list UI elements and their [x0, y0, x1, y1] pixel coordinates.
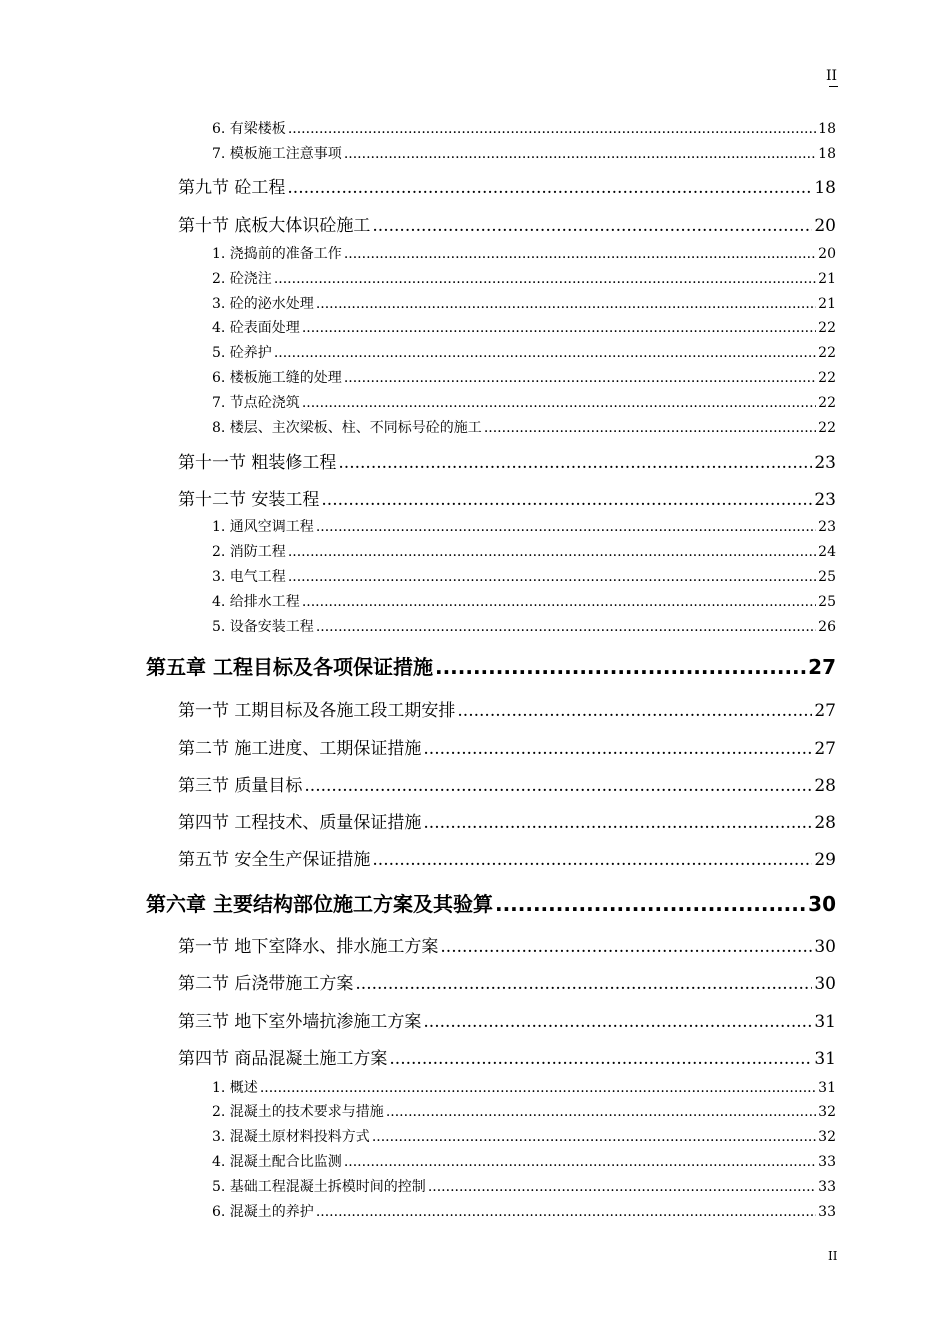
toc-leader-dots: [389, 1049, 812, 1069]
toc-leader-dots: [321, 490, 812, 510]
toc-entry-title: 第六章 主要结构部位施工方案及其验算: [146, 892, 493, 916]
toc-entry[interactable]: [212, 1101, 836, 1121]
toc-leader-dots: [302, 320, 816, 336]
toc-entry-page: 30: [814, 937, 836, 957]
toc-entry[interactable]: [212, 143, 836, 163]
toc-entry-page: 26: [818, 619, 836, 635]
toc-entry-page: 21: [818, 271, 836, 287]
toc-entry-page: 25: [818, 569, 836, 585]
toc-leader-dots: [386, 1104, 816, 1120]
toc-leader-dots: [372, 1129, 816, 1145]
toc-entry[interactable]: [212, 1151, 836, 1171]
toc-leader-dots: [484, 420, 816, 436]
toc-entry-title: 7. 节点砼浇筑: [212, 395, 300, 411]
toc-entry-title: 1. 通风空调工程: [212, 519, 314, 535]
toc-entry-page: 22: [818, 320, 836, 336]
toc-entry-page: 20: [818, 246, 836, 262]
toc-entry-page: 30: [814, 974, 836, 994]
toc-leader-dots: [372, 850, 812, 870]
toc-entry[interactable]: [212, 591, 836, 611]
toc-entry-title: 4. 给排水工程: [212, 594, 300, 610]
toc-leader-dots: [344, 1154, 816, 1170]
toc-leader-dots: [440, 937, 812, 957]
toc-entry[interactable]: [212, 516, 836, 536]
toc-entry-title: 5. 砼养护: [212, 345, 272, 361]
toc-entry[interactable]: [212, 417, 836, 437]
toc-leader-dots: [355, 974, 812, 994]
toc-entry-title: 5. 基础工程混凝土拆模时间的控制: [212, 1179, 426, 1195]
toc-leader-dots: [287, 178, 812, 198]
toc-leader-dots: [423, 739, 812, 759]
toc-entry-title: 第十一节 粗装修工程: [178, 453, 337, 473]
toc-leader-dots: [316, 519, 816, 535]
toc-entry-page: 28: [814, 813, 836, 833]
toc-entry-page: 25: [818, 594, 836, 610]
toc-entry[interactable]: [178, 1044, 836, 1069]
toc-entry-title: 3. 混凝土原材料投料方式: [212, 1129, 370, 1145]
toc-entry-page: 32: [818, 1104, 836, 1120]
toc-entry-page: 23: [818, 519, 836, 535]
toc-entry-page: 32: [818, 1129, 836, 1145]
toc-entry[interactable]: [178, 211, 836, 236]
header-page-label: II: [826, 68, 838, 84]
toc-entry-page: 22: [818, 420, 836, 436]
toc-leader-dots: [316, 296, 816, 312]
toc-entry[interactable]: [146, 651, 836, 680]
toc-entry-page: 23: [814, 490, 836, 510]
toc-entry[interactable]: [178, 485, 836, 510]
toc-entry-page: 21: [818, 296, 836, 312]
toc-entry-page: 18: [818, 121, 836, 137]
toc-leader-dots: [288, 544, 816, 560]
toc-entry-title: 1. 浇捣前的准备工作: [212, 246, 342, 262]
toc-entry-title: 3. 砼的泌水处理: [212, 296, 314, 312]
toc-entry-page: 27: [808, 655, 836, 679]
toc-entry[interactable]: [212, 268, 836, 288]
toc-entry-page: 18: [814, 178, 836, 198]
toc-entry-title: 第三节 地下室外墙抗渗施工方案: [178, 1012, 422, 1032]
toc-entry-page: 31: [814, 1049, 836, 1069]
toc-entry[interactable]: [212, 616, 836, 636]
toc-entry-title: 4. 混凝土配合比监测: [212, 1154, 342, 1170]
toc-entry[interactable]: [146, 888, 836, 917]
toc-entry[interactable]: [178, 448, 836, 473]
toc-entry-title: 2. 混凝土的技术要求与措施: [212, 1104, 384, 1120]
toc-entry-title: 第五章 工程目标及各项保证措施: [146, 655, 433, 679]
toc-entry-page: 27: [814, 739, 836, 759]
toc-leader-dots: [302, 594, 816, 610]
toc-entry-title: 8. 楼层、主次梁板、柱、不同标号砼的施工: [212, 420, 482, 436]
toc-entry[interactable]: [212, 243, 836, 263]
toc-entry[interactable]: [212, 342, 836, 362]
toc-leader-dots: [435, 655, 806, 679]
toc-entry-title: 第一节 地下室降水、排水施工方案: [178, 937, 439, 957]
toc-entry-page: 30: [808, 892, 836, 916]
toc-leader-dots: [316, 1204, 816, 1220]
toc-entry[interactable]: [178, 969, 836, 994]
toc-leader-dots: [495, 892, 806, 916]
toc-leader-dots: [304, 776, 812, 796]
toc-leader-dots: [428, 1179, 816, 1195]
toc-entry-page: 31: [818, 1080, 836, 1096]
toc-entry[interactable]: [178, 734, 836, 759]
toc-leader-dots: [288, 569, 816, 585]
toc-leader-dots: [344, 246, 816, 262]
toc-entry-title: 5. 设备安装工程: [212, 619, 314, 635]
toc-entry[interactable]: [212, 566, 836, 586]
toc-entry-title: 第四节 工程技术、质量保证措施: [178, 813, 422, 833]
toc-entry[interactable]: [212, 1077, 836, 1097]
toc-entry-title: 第五节 安全生产保证措施: [178, 850, 371, 870]
toc-leader-dots: [338, 453, 812, 473]
toc-entry[interactable]: [212, 392, 836, 412]
toc-entry[interactable]: [212, 1176, 836, 1196]
toc-entry-title: 6. 混凝土的养护: [212, 1204, 314, 1220]
toc-entry[interactable]: [212, 1201, 836, 1221]
toc-entry[interactable]: [212, 1126, 836, 1146]
toc-entry-title: 2. 砼浇注: [212, 271, 272, 287]
toc-entry[interactable]: [178, 1007, 836, 1032]
toc-entry-title: 第二节 后浇带施工方案: [178, 974, 354, 994]
toc-leader-dots: [344, 146, 816, 162]
toc-leader-dots: [302, 395, 816, 411]
toc-entry-title: 1. 概述: [212, 1080, 258, 1096]
toc-entry-page: 24: [818, 544, 836, 560]
toc-entry-title: 第十节 底板大体识砼施工: [178, 216, 371, 236]
toc-entry-title: 6. 有梁楼板: [212, 121, 286, 137]
toc-entry-page: 22: [818, 395, 836, 411]
toc-entry-page: 22: [818, 370, 836, 386]
toc-entry[interactable]: [212, 293, 836, 313]
toc-entry-page: 33: [818, 1179, 836, 1195]
toc-entry[interactable]: [178, 696, 836, 721]
toc-entry[interactable]: [212, 367, 836, 387]
toc-entry-title: 6. 楼板施工缝的处理: [212, 370, 342, 386]
toc-entry-title: 第一节 工期目标及各施工段工期安排: [178, 701, 456, 721]
toc-entry-page: 29: [814, 850, 836, 870]
toc-entry-title: 第三节 质量目标: [178, 776, 303, 796]
toc-entry-title: 3. 电气工程: [212, 569, 286, 585]
toc-leader-dots: [423, 1012, 812, 1032]
toc-entry[interactable]: [178, 932, 836, 957]
toc-entry-page: 28: [814, 776, 836, 796]
toc-leader-dots: [274, 345, 816, 361]
toc-entry-title: 第九节 砼工程: [178, 178, 286, 198]
toc-entry-title: 第二节 施工进度、工期保证措施: [178, 739, 422, 759]
toc-entry-page: 27: [814, 701, 836, 721]
toc-leader-dots: [372, 216, 812, 236]
toc-entry[interactable]: [178, 845, 836, 870]
toc-entry[interactable]: [212, 118, 836, 138]
toc-leader-dots: [260, 1080, 816, 1096]
toc-entry-page: 31: [814, 1012, 836, 1032]
footer-page-number: II: [828, 1249, 838, 1263]
toc-leader-dots: [316, 619, 816, 635]
toc-leader-dots: [274, 271, 816, 287]
toc-entry-title: 2. 消防工程: [212, 544, 286, 560]
toc-entry-page: 22: [818, 345, 836, 361]
toc-entry-page: 20: [814, 216, 836, 236]
toc-entry-page: 23: [814, 453, 836, 473]
toc-leader-dots: [457, 701, 812, 721]
toc-entry-page: 33: [818, 1204, 836, 1220]
toc-entry-title: 第四节 商品混凝土施工方案: [178, 1049, 388, 1069]
toc-leader-dots: [344, 370, 816, 386]
toc-entry[interactable]: [212, 317, 836, 337]
toc-entry[interactable]: [178, 173, 836, 198]
toc-entry-title: 第十二节 安装工程: [178, 490, 320, 510]
toc-entry-page: 18: [818, 146, 836, 162]
toc-entry[interactable]: [178, 808, 836, 833]
toc-entry[interactable]: [178, 771, 836, 796]
toc-leader-dots: [423, 813, 812, 833]
toc-entry[interactable]: [212, 541, 836, 561]
toc-entry-title: 7. 模板施工注意事项: [212, 146, 342, 162]
toc-entry-page: 33: [818, 1154, 836, 1170]
toc-entry-title: 4. 砼表面处理: [212, 320, 300, 336]
toc-leader-dots: [288, 121, 816, 137]
